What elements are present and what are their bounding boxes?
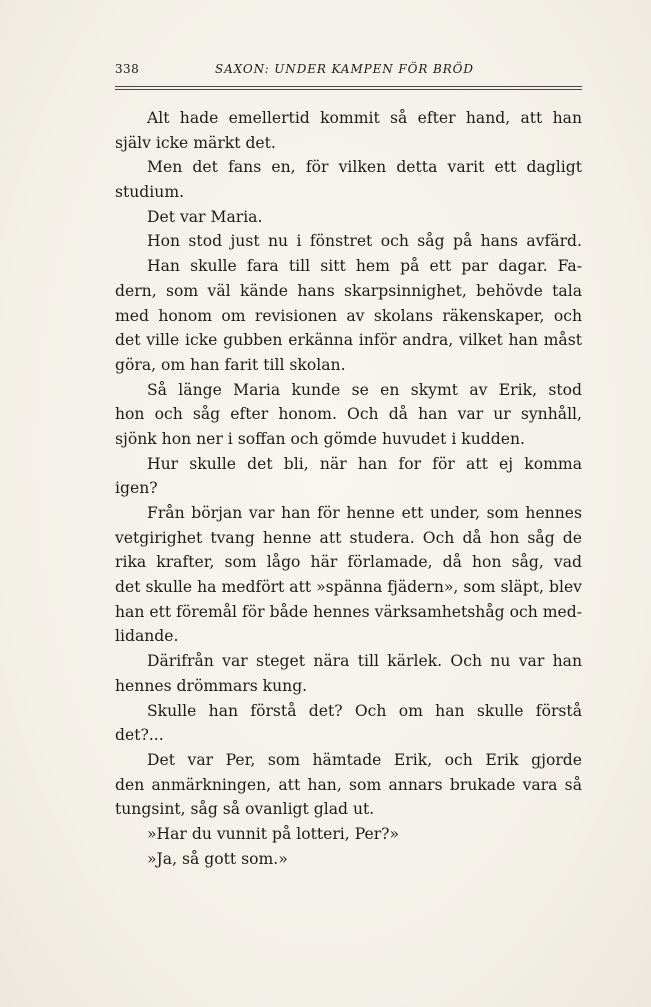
text-line: själv icke märkt det. — [115, 133, 276, 152]
header-rule-top — [115, 86, 582, 87]
body-text — [115, 106, 582, 871]
text-line: studium. — [115, 183, 185, 202]
running-title: SAXON: UNDER KAMPEN FÖR BRÖD — [215, 62, 474, 76]
text-line: hennes drömmars kung. — [115, 676, 308, 695]
text-line: det ville icke gubben erkänna inför andra, vilket han måst — [115, 331, 582, 350]
text-line: Hur skulle det bli, när han for för att ej komma — [147, 454, 582, 473]
text-line: vetgirighet tvang henne att studera. Och då hon såg de — [115, 528, 582, 547]
text-line: Så länge Maria kunde se en skymt av Erik, stod — [147, 380, 582, 399]
page-number: 338 — [115, 62, 140, 76]
text-line: sjönk hon ner i soffan och gömde huvudet i kudden. — [115, 429, 525, 448]
text-line: med honom om revisionen av skolans räkenskaper, och — [115, 306, 582, 325]
text-line: igen? — [115, 479, 158, 498]
text-line: lidande. — [115, 627, 179, 646]
text-line: Det var Maria. — [147, 207, 263, 226]
text-line: den anmärkningen, att han, som annars brukade vara så — [115, 775, 582, 794]
text-line: rika krafter, som lågo här förlamade, då hon såg, vad — [115, 553, 582, 572]
text-line: Alt hade emellertid kommit så efter hand, att han — [147, 109, 582, 127]
text-line: hon och såg efter honom. Och då han var ur synhåll, — [115, 405, 582, 424]
text-line: Skulle han förstå det? Och om han skulle förstå — [147, 701, 582, 720]
page-header — [115, 62, 582, 80]
text-line: »Ja, så gott som.» — [147, 849, 288, 868]
text-line: Han skulle fara till sitt hem på ett par dagar. Fa- — [147, 257, 582, 276]
text-line: »Har du vunnit på lotteri, Per?» — [147, 824, 400, 843]
text-line: Det var Per, som hämtade Erik, och Erik gjorde — [147, 750, 582, 769]
header-rule-bottom — [115, 89, 582, 90]
text-line: göra, om han farit till skolan. — [115, 355, 346, 374]
text-line: Men det fans en, för vilken detta varit ett dagligt — [147, 158, 582, 177]
text-line: det?... — [115, 726, 164, 745]
text-line: det skulle ha medfört att »spänna fjädern», som släpt, blev — [115, 578, 582, 597]
text-line: Därifrån var steget nära till kärlek. Och nu var han — [147, 652, 582, 671]
text-line: han ett föremål för både hennes värksamhetshåg och med- — [115, 602, 582, 621]
text-line: dern, som väl kände hans skarpsinnighet, behövde tala — [115, 281, 582, 300]
text-line: Från början var han för henne ett under, som hennes — [147, 504, 582, 522]
text-line: tungsint, såg så ovanligt glad ut. — [115, 800, 375, 819]
text-line: Hon stod just nu i fönstret och såg på hans avfärd. — [147, 232, 582, 251]
